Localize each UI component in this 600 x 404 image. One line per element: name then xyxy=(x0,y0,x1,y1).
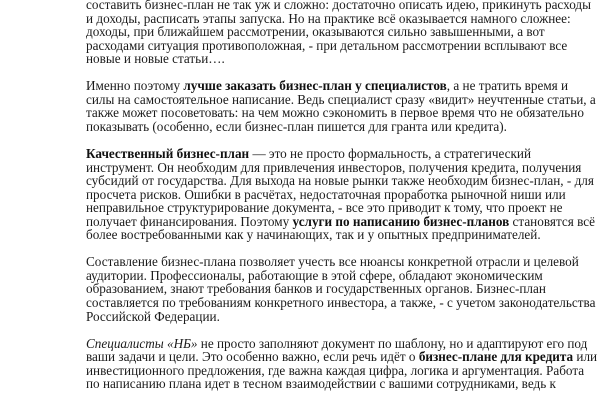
text-line: инструмент. Он необходим для привлечения инвесторов, получения кредита, получения xyxy=(86,159,582,175)
paragraph-order-from-specialists xyxy=(86,78,596,134)
paragraph-drafting-nuances xyxy=(86,254,596,324)
bold-phrase: бизнес-плане для кредита xyxy=(418,349,574,365)
text-line: расходами ситуация противоположная, - при детальном рассмотрении всплывают все xyxy=(86,37,568,53)
text-line: Специалисты «НБ» не просто заполняют документ по шаблону, но и адаптируют его под xyxy=(86,335,588,351)
text-line: Качественный бизнес-план — это не просто формальность, а стратегический xyxy=(86,146,532,162)
text-line: Именно поэтому лучше заказать бизнес-план у специалистов, а не тратить время и xyxy=(86,78,569,94)
text-line: ваши задачи и цели. Это особенно важно, если речь идёт о бизнес-плане для кредита или xyxy=(86,349,598,365)
text-line: более востребованными как у начинающих, так и у опытных предпринимателей. xyxy=(86,227,541,243)
text-line: также может посоветовать: на чем можно сэкономить в первое время что не обязательно xyxy=(86,105,584,121)
paragraph-intro-continued xyxy=(86,0,591,67)
text-line: аудитории. Профессионалы, работающие в этой сфере, обладают экономическим xyxy=(86,267,543,283)
paragraph-quality-business-plan xyxy=(86,146,595,243)
text-line: Российской Федерации. xyxy=(86,308,220,324)
bold-phrase: Качественный бизнес-план xyxy=(86,146,250,162)
text-line: Составление бизнес-плана позволяет учесть все нюансы конкретной отрасли и целевой xyxy=(86,254,579,270)
text-line: образованием, знают требования банков и государственных органов. Бизнес-план xyxy=(86,281,546,297)
text-line: составить бизнес-план не так уж и сложно: достаточно описать идею, прикинуть расходы xyxy=(86,0,591,12)
text-line: просчета рисков. Ошибки в расчётах, недостаточная проработка рыночной ниши или xyxy=(86,186,566,202)
text-line: доходы, при ближайшем рассмотрении, оказываются сильно завышенными, а вот xyxy=(86,24,545,40)
text-line: получает финансирования. Поэтому услуги по написанию бизнес-планов становятся всё xyxy=(86,213,595,229)
bold-phrase: услуги по написанию бизнес-планов xyxy=(292,213,510,229)
text-line: силы на самостоятельное написание. Ведь специалист сразу «видит» неучтенные статьи, а xyxy=(86,91,596,107)
text-line: субсидий от государства. Для выхода на новые рынки также необходим бизнес-план, - для xyxy=(86,173,594,189)
text-line: инвестиционного предложения, где важна каждая цифра, логика и аргументация. Работа xyxy=(86,362,585,378)
text-line: неправильное структурирование документа, - все это приводит к тому, что проект не xyxy=(86,200,563,216)
text-line: по написанию плана идет в тесном взаимодействии с вашими сотрудниками, ведь к xyxy=(86,376,556,392)
text-line: показывать (особенно, если бизнес-план пишется для гранта или кредита). xyxy=(86,118,507,134)
italic-phrase: Специалисты «НБ» xyxy=(86,335,198,351)
paragraph-nb-specialists xyxy=(86,335,598,392)
bold-phrase: лучше заказать бизнес-план у специалистов xyxy=(183,78,447,94)
text-line: и доходы, расписать этапы запуска. Но на практике всё оказывается намного сложнее: xyxy=(86,10,571,26)
text-line: составляется по требованиям конкретного инвестора, а также, - с учетом законодательства xyxy=(86,295,596,311)
text-line: новые и новые статьи…. xyxy=(86,51,225,67)
document-page xyxy=(86,0,598,404)
